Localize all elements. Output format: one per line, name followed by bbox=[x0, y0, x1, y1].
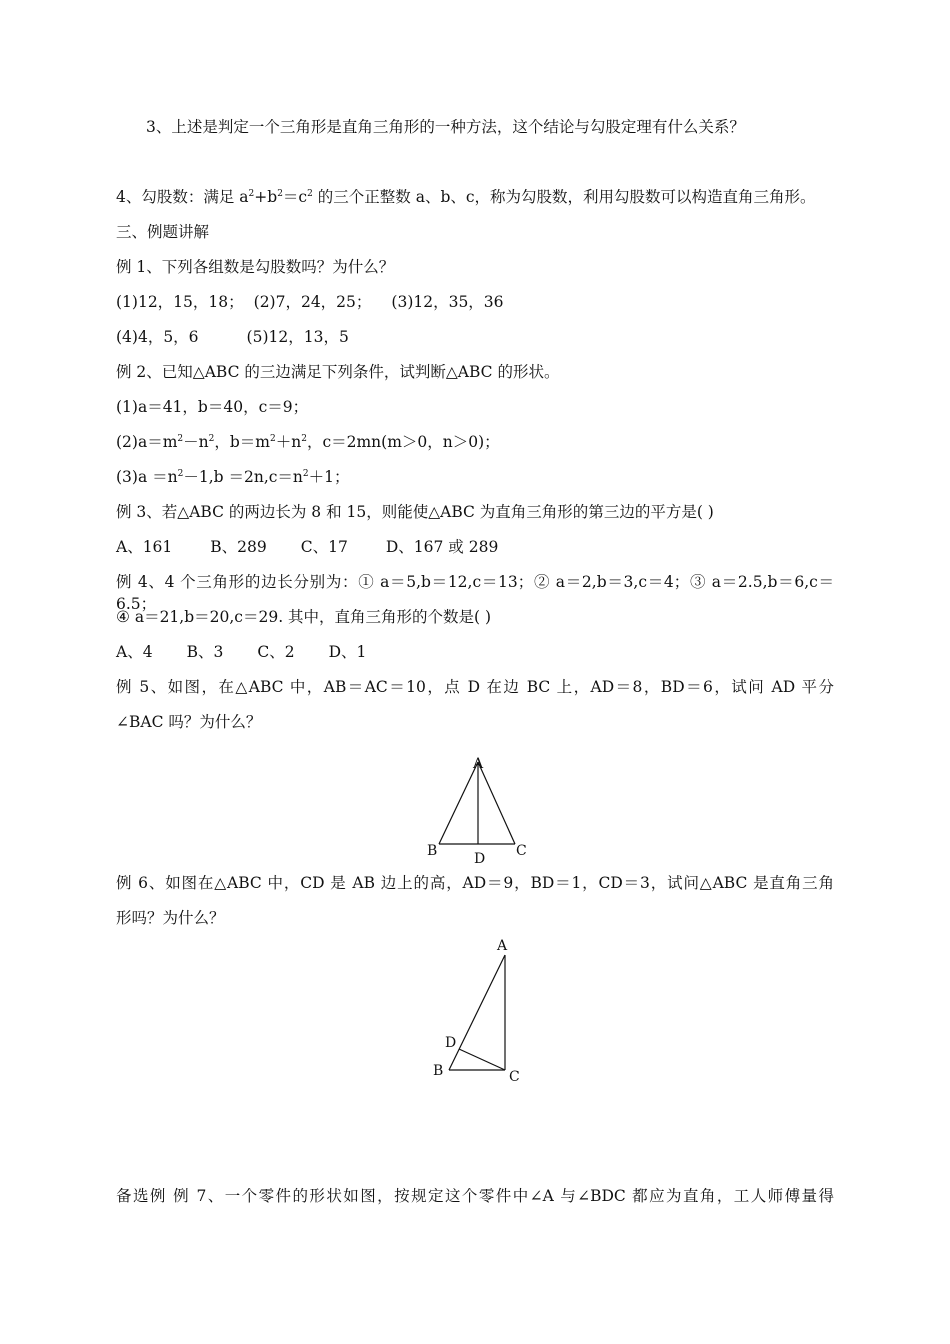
section-heading: 三、例题讲解 bbox=[116, 223, 210, 241]
example-3-title: 例 3、若△ABC 的两边长为 8 和 15，则能使△ABC 为直角三角形的第三边的平方是( ) bbox=[116, 503, 714, 521]
list-item: (2)7，24，25； bbox=[253, 293, 372, 311]
vertex-label-d: D bbox=[474, 851, 486, 867]
example-4-line-2: ④ a＝21,b＝20,c＝29. 其中，直角三角形的个数是( ) bbox=[116, 608, 492, 626]
example-2-condition-2: $(2)a=m^2-n^2$，$b=m^2+n^2$，c＝2mn(m＞0，n＞0)； bbox=[116, 433, 500, 451]
vertex-label-a: A bbox=[497, 938, 508, 954]
option-c: C、2 bbox=[257, 643, 295, 661]
vertex-label-c: C bbox=[516, 843, 527, 859]
list-item: (5)12，13，5 bbox=[246, 328, 349, 346]
example-1-row-1 bbox=[116, 291, 504, 313]
list-item: (1)12，15，18； bbox=[116, 293, 244, 311]
option-a: A、4 bbox=[116, 643, 153, 661]
option-b: B、3 bbox=[186, 643, 224, 661]
example-4-options bbox=[116, 641, 366, 663]
question-4: 4、勾股数：满足 $a^2+b^2=c^2$ 的三个正整数 a、b、c，称为勾股数，利用勾股数可以构造直角三角形。 bbox=[116, 188, 816, 206]
example-5-line-2: ∠BAC 吗？为什么？ bbox=[116, 713, 262, 731]
list-item: (3)12，35，36 bbox=[391, 293, 504, 311]
option-c: C、17 bbox=[300, 538, 348, 556]
example-2-condition-3: $(3)a =n^2-1,b =2n,c=n^2+1$； bbox=[116, 468, 350, 486]
example-1-title: 例 1、下列各组数是勾股数吗？为什么？ bbox=[116, 258, 395, 276]
vertex-label-a: A bbox=[473, 756, 484, 772]
example-3-options bbox=[116, 536, 498, 558]
option-d: D、167 或 289 bbox=[385, 538, 499, 556]
example-2-title: 例 2、已知△ABC 的三边满足下列条件，试判断△ABC 的形状。 bbox=[116, 363, 560, 381]
example-2-condition-1: (1)a＝41，b＝40，c＝9； bbox=[116, 398, 309, 416]
isosceles-triangle-figure bbox=[420, 752, 530, 868]
example-6-line-2: 形吗？为什么？ bbox=[116, 909, 225, 927]
list-item: (4)4，5，6 bbox=[116, 328, 199, 346]
example-7-line-1: 备选例 例 7、一个零件的形状如图，按规定这个零件中∠A 与∠BDC 都应为直角，工人师傅量得 bbox=[116, 1187, 834, 1205]
vertex-label-b: B bbox=[433, 1063, 444, 1079]
question-3: 3、上述是判定一个三角形是直角三角形的一种方法，这个结论与勾股定理有什么关系？ bbox=[146, 118, 745, 136]
example-4-line-1: 例 4、4 个三角形的边长分别为：① a＝5,b＝12,c＝13；② a＝2,b＝3,c＝4；③ a＝2.5,b＝6,c＝6.5； bbox=[116, 573, 834, 613]
vertex-label-c: C bbox=[509, 1069, 520, 1085]
option-a: A、161 bbox=[116, 538, 173, 556]
right-triangle-figure bbox=[425, 935, 530, 1087]
option-b: B、289 bbox=[210, 538, 267, 556]
example-6-line-1: 例 6、如图在△ABC 中，CD 是 AB 边上的高，AD＝9，BD＝1，CD＝3，试问△ABC 是直角三角 bbox=[116, 874, 834, 892]
vertex-label-b: B bbox=[427, 843, 438, 859]
option-d: D、1 bbox=[328, 643, 367, 661]
example-5-line-1: 例 5、如图，在△ABC 中，AB＝AC＝10，点 D 在边 BC 上，AD＝8，BD＝6，试问 AD 平分 bbox=[116, 678, 834, 696]
vertex-label-d: D bbox=[445, 1035, 457, 1051]
example-1-row-2 bbox=[116, 326, 349, 348]
